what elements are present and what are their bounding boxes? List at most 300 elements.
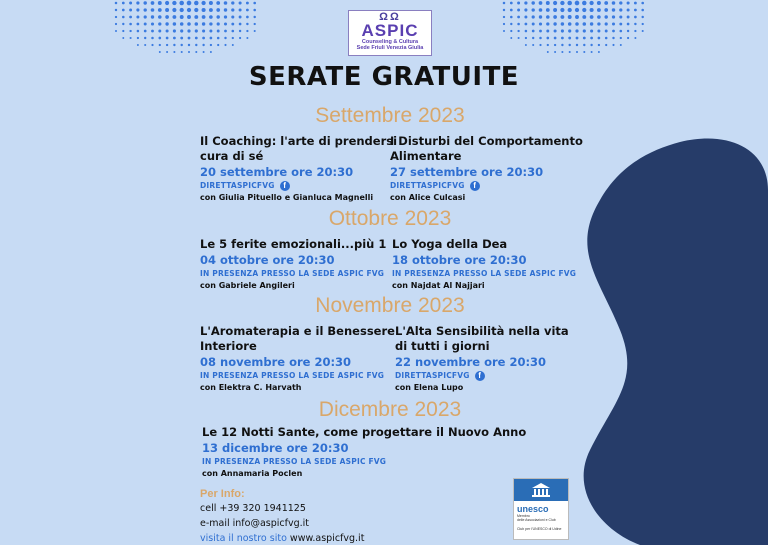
dot <box>576 51 578 53</box>
dot <box>165 1 169 5</box>
dot <box>209 8 213 12</box>
event-card <box>392 237 576 292</box>
dot <box>187 29 190 32</box>
dot <box>195 29 198 32</box>
dot <box>583 37 586 40</box>
dot <box>568 15 572 19</box>
dot <box>224 15 227 18</box>
facebook-icon[interactable]: f <box>470 181 480 191</box>
dot <box>158 30 161 33</box>
dot <box>195 37 198 40</box>
dot <box>524 1 527 4</box>
event-place: IN PRESENZA PRESSO LA SEDE ASPIC FVG <box>200 371 385 380</box>
dot <box>195 51 197 53</box>
dot <box>605 22 608 25</box>
event-speakers: con Giulia Pituello e Gianluca Magnelli <box>200 193 374 202</box>
event-speakers: con Elena Lupo <box>395 383 464 392</box>
dot <box>503 16 505 18</box>
dot <box>524 16 527 19</box>
facebook-icon[interactable]: f <box>475 371 485 381</box>
dot <box>246 23 248 25</box>
dot <box>597 1 601 5</box>
dot <box>144 8 147 11</box>
event-title: cura di sé <box>200 149 264 163</box>
dot <box>517 9 520 12</box>
dot <box>532 30 535 33</box>
dot <box>115 23 117 25</box>
dot <box>187 1 192 6</box>
dot <box>539 44 541 46</box>
dot <box>567 1 572 6</box>
dot <box>202 29 205 32</box>
dot <box>210 44 212 46</box>
dot <box>619 1 622 4</box>
dot <box>194 1 198 5</box>
dot <box>598 37 601 40</box>
dot <box>503 9 505 11</box>
website-prefix: visita il nostro sito <box>200 533 287 544</box>
event-title: L'Alta Sensibilità nella vita <box>395 324 569 338</box>
dot <box>510 30 512 32</box>
email-address[interactable]: e-mail info@aspicfvg.it <box>200 518 310 529</box>
logo-name: ASPIC <box>361 21 419 40</box>
dot <box>590 22 593 25</box>
dot <box>503 23 505 25</box>
dot <box>239 37 241 39</box>
dot <box>203 51 205 53</box>
dot <box>532 37 534 39</box>
dot <box>634 30 636 32</box>
dot <box>115 30 117 32</box>
dot <box>216 8 220 12</box>
dot <box>605 37 608 40</box>
event-title: Interiore <box>200 339 257 353</box>
dot <box>216 1 220 5</box>
dot <box>181 51 183 53</box>
dot <box>253 2 256 5</box>
dot <box>612 22 615 25</box>
dot <box>525 30 528 33</box>
event-date: 08 novembre ore 20:30 <box>200 355 352 369</box>
dot <box>546 15 550 19</box>
dot <box>510 16 513 19</box>
dot <box>553 8 557 12</box>
dot <box>560 1 564 5</box>
dot <box>510 2 513 5</box>
dot <box>510 37 512 39</box>
dot <box>612 30 615 33</box>
dot <box>568 22 572 26</box>
dot <box>525 37 527 39</box>
dot <box>210 37 213 40</box>
dot <box>137 44 139 46</box>
event-card <box>390 134 583 204</box>
dot <box>561 37 564 40</box>
dot <box>172 1 176 5</box>
event-card <box>202 425 526 480</box>
dot <box>224 30 227 33</box>
dot <box>151 44 153 46</box>
dot <box>158 22 161 25</box>
dot <box>619 8 622 11</box>
dot <box>539 37 542 40</box>
logo-subtitle-2: Sede Friuli Venezia Giulia <box>356 45 424 51</box>
dot <box>620 37 622 39</box>
aspic-logo <box>348 10 432 56</box>
dot <box>531 1 534 4</box>
dot <box>641 2 644 5</box>
dot <box>627 16 630 19</box>
dot <box>159 51 161 53</box>
dot <box>590 29 593 32</box>
event-place[interactable] <box>395 370 569 382</box>
dot <box>539 8 543 12</box>
event-date: 22 novembre ore 20:30 <box>395 355 547 369</box>
dot <box>151 37 154 40</box>
dot <box>554 44 556 46</box>
event-title: Alimentare <box>390 149 462 163</box>
event-date: 18 ottobre ore 20:30 <box>392 253 527 267</box>
dot <box>553 1 557 5</box>
dot <box>553 15 557 19</box>
dot <box>246 2 249 5</box>
website-url[interactable]: www.aspicfvg.it <box>289 533 365 544</box>
dot <box>576 44 578 46</box>
dot <box>194 8 198 12</box>
dot <box>246 37 248 39</box>
dot <box>129 23 132 26</box>
dot <box>231 1 234 4</box>
event-title: Il Coaching: l'arte di prendersi <box>200 134 398 148</box>
dot <box>517 30 519 32</box>
dot <box>604 15 607 18</box>
event-place-text: DIRETTASPICFVG <box>200 181 275 190</box>
dot <box>195 44 197 46</box>
dot <box>612 1 616 5</box>
dot <box>165 22 168 25</box>
dot <box>129 2 132 5</box>
dot <box>568 44 570 46</box>
dot <box>598 51 600 53</box>
dot <box>503 2 506 5</box>
dot <box>583 51 585 53</box>
dot <box>129 30 131 32</box>
logo-mark: ΩΩ <box>379 11 401 23</box>
event-title: Le 12 Notti Sante, come progettare il Nuovo Anno <box>202 425 527 439</box>
dot <box>217 30 220 33</box>
dot <box>231 8 234 11</box>
dot <box>524 8 527 11</box>
dot <box>122 30 124 32</box>
unesco-name: unesco <box>517 504 549 514</box>
dot <box>239 1 242 4</box>
dot <box>202 8 206 12</box>
dot <box>554 29 557 32</box>
phone-number[interactable]: cell +39 320 1941125 <box>200 503 306 514</box>
dot <box>231 23 234 26</box>
dot <box>137 23 140 26</box>
unesco-line: delle Associazioni e Club <box>517 518 556 522</box>
dot <box>642 30 644 32</box>
dot <box>532 44 534 46</box>
dot <box>129 9 132 12</box>
event-place: IN PRESENZA PRESSO LA SEDE ASPIC FVG <box>202 457 387 466</box>
dot <box>627 37 629 39</box>
dot <box>202 15 206 19</box>
dot <box>172 15 176 19</box>
event-place[interactable] <box>200 180 397 192</box>
dot <box>201 1 205 5</box>
website-line[interactable] <box>200 531 364 545</box>
dot <box>604 8 608 12</box>
dot <box>151 22 154 25</box>
dot <box>151 15 154 18</box>
dot <box>503 30 505 32</box>
dot <box>597 29 600 32</box>
dot <box>560 8 564 12</box>
event-card <box>200 324 395 394</box>
dot <box>166 37 169 40</box>
dot <box>180 37 183 40</box>
event-speakers: con Najdat Al Najjari <box>392 281 485 290</box>
dot <box>122 9 125 12</box>
dot <box>591 51 593 53</box>
event-card <box>200 237 386 292</box>
contact-info <box>200 487 364 545</box>
dot <box>122 37 124 39</box>
dot <box>634 9 637 12</box>
dot <box>172 8 176 12</box>
dot <box>517 2 520 5</box>
dot <box>209 29 212 32</box>
dot <box>209 1 213 5</box>
dot <box>180 44 182 46</box>
dot <box>582 8 586 12</box>
dot <box>239 23 242 26</box>
dot <box>115 9 117 11</box>
dot <box>216 15 219 18</box>
dot <box>575 1 580 6</box>
dot <box>210 51 212 53</box>
dot <box>546 30 549 33</box>
dot <box>239 8 242 11</box>
dot <box>568 37 571 40</box>
dot <box>159 44 161 46</box>
dot <box>165 15 169 19</box>
dot <box>143 1 146 4</box>
dot <box>173 44 175 46</box>
event-place-text: DIRETTASPICFVG <box>390 181 465 190</box>
dot <box>532 23 535 26</box>
dot <box>525 23 528 26</box>
unesco-logo <box>513 478 569 540</box>
dot <box>546 1 550 5</box>
dot <box>634 23 636 25</box>
dot <box>597 15 601 19</box>
dot <box>144 44 146 46</box>
dot <box>605 30 608 33</box>
dot <box>187 15 191 19</box>
dot <box>187 8 191 12</box>
dot <box>253 16 255 18</box>
dot <box>158 15 162 19</box>
dot <box>217 22 220 25</box>
dot <box>619 23 622 26</box>
dot <box>568 8 572 12</box>
dot <box>546 37 549 40</box>
dot <box>136 16 139 19</box>
dot <box>166 44 168 46</box>
dot <box>532 15 535 18</box>
dot <box>122 23 124 25</box>
event-place: IN PRESENZA PRESSO LA SEDE ASPIC FVG <box>392 269 577 278</box>
dot <box>166 29 169 32</box>
event-speakers: con Alice Culcasi <box>390 193 466 202</box>
dot <box>187 22 191 26</box>
dot <box>194 15 198 19</box>
dot <box>231 30 234 33</box>
month-heading-october: Ottobre 2023 <box>328 207 452 230</box>
dot <box>575 22 579 26</box>
dot <box>627 1 630 4</box>
dot <box>158 8 162 12</box>
dot <box>165 8 169 12</box>
dot <box>546 8 550 12</box>
dot <box>612 37 614 39</box>
dot <box>627 8 630 11</box>
dot <box>554 37 557 40</box>
dot <box>604 1 608 5</box>
dot <box>554 51 556 53</box>
dot <box>634 16 637 19</box>
dot <box>136 1 139 4</box>
dot <box>561 44 563 46</box>
dot <box>583 22 587 26</box>
dot <box>253 9 256 12</box>
dot <box>232 44 234 46</box>
dot <box>246 9 249 12</box>
dot <box>224 37 226 39</box>
dot <box>173 51 175 53</box>
dot <box>136 8 139 11</box>
dot <box>612 44 614 46</box>
dot <box>224 22 227 25</box>
page-title: SERATE GRATUITE <box>248 62 520 92</box>
dot <box>547 51 549 53</box>
event-title: L'Aromaterapia e il Benessere <box>200 324 395 338</box>
dot <box>525 44 527 46</box>
dot <box>144 15 147 18</box>
dot <box>569 51 571 53</box>
logo-subtitle-1: Counseling & Cultura <box>361 39 419 45</box>
dot <box>202 22 205 25</box>
dot <box>560 15 564 19</box>
dot <box>144 30 147 33</box>
dot <box>582 1 586 5</box>
event-card <box>395 324 569 394</box>
dot <box>642 23 644 25</box>
dot <box>254 23 256 25</box>
dot <box>144 23 147 26</box>
dot <box>180 22 184 26</box>
dot <box>158 37 161 40</box>
event-title: Le 5 ferite emozionali...più 1 <box>200 237 387 251</box>
dot <box>188 44 190 46</box>
dot <box>590 15 594 19</box>
dot <box>619 15 622 18</box>
dot <box>224 44 226 46</box>
dot <box>254 30 256 32</box>
dot <box>612 15 615 18</box>
dot <box>173 22 176 25</box>
dot <box>232 37 234 39</box>
dot <box>151 8 155 12</box>
dot <box>634 37 636 39</box>
dot <box>583 44 585 46</box>
dot <box>151 1 155 5</box>
dot <box>217 44 219 46</box>
dot <box>137 30 140 33</box>
dot <box>605 44 607 46</box>
unesco-line: Club per l'UNESCO di Udine <box>517 527 562 531</box>
dot <box>619 30 622 33</box>
dot <box>231 15 234 18</box>
event-title: di tutti i giorni <box>395 339 490 353</box>
dot-pattern-right <box>500 0 650 60</box>
dot <box>627 30 629 32</box>
dot <box>122 2 125 5</box>
dot <box>620 44 622 46</box>
dot <box>517 23 520 26</box>
event-date: 27 settembre ore 20:30 <box>390 165 544 179</box>
dot <box>115 2 118 5</box>
dot <box>518 37 520 39</box>
dot <box>539 30 542 33</box>
unesco-temple-icon <box>514 479 568 501</box>
event-speakers: con Elektra C. Harvath <box>200 383 302 392</box>
dot <box>217 37 220 40</box>
month-heading-december: Dicembre 2023 <box>318 398 462 421</box>
dot <box>597 8 601 12</box>
facebook-icon[interactable]: f <box>280 181 290 191</box>
dot <box>575 8 579 12</box>
dot <box>582 15 586 19</box>
dot <box>590 37 593 40</box>
dot <box>590 44 592 46</box>
dot <box>202 37 205 40</box>
event-title: I Disturbi del Comportamento <box>390 134 583 148</box>
event-place[interactable] <box>390 180 583 192</box>
dot <box>173 37 176 40</box>
dot <box>517 16 520 19</box>
dot <box>246 16 249 19</box>
dot <box>576 37 579 40</box>
dot <box>166 51 168 53</box>
dot <box>224 1 228 5</box>
dot <box>239 16 242 19</box>
dot <box>641 9 644 12</box>
dot <box>115 16 117 18</box>
event-date: 13 dicembre ore 20:30 <box>202 441 349 455</box>
dot <box>598 44 600 46</box>
unesco-line: Membro <box>517 514 530 518</box>
dot <box>561 29 564 32</box>
info-heading: Per Info: <box>200 488 245 500</box>
decorative-blob <box>560 130 768 545</box>
dot <box>568 29 571 32</box>
dot <box>195 22 199 26</box>
dot <box>597 22 600 25</box>
